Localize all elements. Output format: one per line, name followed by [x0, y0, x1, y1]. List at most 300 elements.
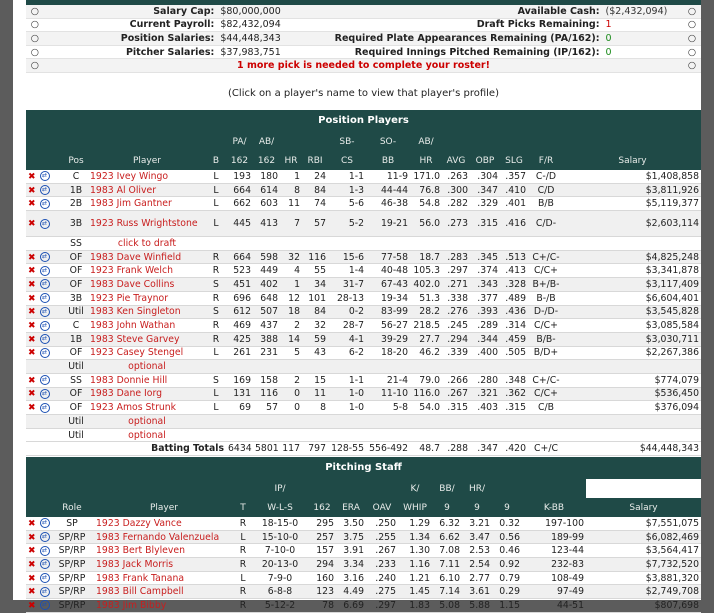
cell-b: S: [206, 373, 226, 387]
column-header[interactable]: 162: [253, 151, 280, 170]
column-header: [234, 479, 252, 498]
pitching-staff-table: [26, 479, 701, 613]
remove-icon[interactable]: ✖: [28, 587, 36, 598]
cell-pa: 469: [226, 319, 253, 333]
cell-pa: 169: [226, 373, 253, 387]
cell-sal: $3,117,409: [564, 278, 701, 292]
cell-abhr: 105.3: [410, 264, 442, 278]
swap-icon[interactable]: ⇄: [40, 573, 50, 583]
cell-obp: .403: [470, 401, 500, 415]
cell-hr9: 0.32: [492, 517, 522, 530]
cell-fr: B/D+: [528, 346, 564, 360]
cell-slg: .416: [500, 211, 528, 237]
cell-slg: [500, 360, 528, 374]
column-header[interactable]: 162: [308, 498, 336, 517]
cell-b: [206, 415, 226, 429]
cell-whip: 1.83: [398, 599, 432, 613]
total-sal: $44,448,343: [564, 442, 701, 456]
remove-icon[interactable]: ✖: [28, 321, 36, 332]
cell-slg: .489: [500, 291, 528, 305]
column-header: K/: [398, 479, 432, 498]
cell-whip: 1.21: [398, 571, 432, 585]
player-name-link[interactable]: 1983 Jack Morris: [94, 558, 234, 572]
summary-label: Required Innings Pitched Remaining (IP/162):: [332, 45, 603, 59]
remove-icon[interactable]: ✖: [28, 403, 36, 414]
cell-abhr: [410, 237, 442, 251]
remove-icon[interactable]: ✖: [28, 185, 36, 196]
column-header[interactable]: WHIP: [398, 498, 432, 517]
cell-t: R: [234, 558, 252, 572]
player-name-link[interactable]: 1923 Casey Stengel: [88, 346, 206, 360]
player-name-link[interactable]: 1983 John Wathan: [88, 319, 206, 333]
swap-icon[interactable]: ⇄: [40, 252, 50, 262]
cell-slg: .362: [500, 387, 528, 401]
cell-b: L: [206, 401, 226, 415]
cell-pa: 69: [226, 401, 253, 415]
cell-rbi: [302, 237, 328, 251]
cell-slg: .410: [500, 183, 528, 197]
cell-pos: SS: [64, 373, 88, 387]
cell-avg: .263: [442, 170, 470, 183]
column-header: [88, 132, 206, 151]
row-actions: [26, 346, 64, 360]
column-header[interactable]: RBI: [302, 151, 328, 170]
swap-icon[interactable]: ⇄: [40, 546, 50, 556]
column-header: [442, 132, 470, 151]
batting-totals-row: [26, 442, 701, 456]
cell-obp: .289: [470, 319, 500, 333]
column-header[interactable]: T: [234, 498, 252, 517]
column-header[interactable]: SLG: [500, 151, 528, 170]
table-row: [26, 305, 701, 319]
player-profile-hint: (Click on a player's name to view that player's profile): [228, 88, 499, 99]
player-name-link[interactable]: 1983 Bill Campbell: [94, 585, 234, 599]
remove-icon[interactable]: ✖: [28, 219, 36, 230]
cell-sal: $6,604,401: [564, 291, 701, 305]
swap-icon[interactable]: ⇄: [40, 532, 50, 542]
cell-sbcs: 5-6: [328, 197, 366, 211]
cell-sal: [564, 360, 701, 374]
cell-hr9: 0.56: [492, 530, 522, 544]
cell-slg: .459: [500, 332, 528, 346]
cell-avg: .338: [442, 291, 470, 305]
column-header[interactable]: W-L-S: [252, 498, 308, 517]
cell-pa: 696: [226, 291, 253, 305]
cell-role: SP/RP: [50, 544, 94, 558]
remove-icon[interactable]: ✖: [28, 348, 36, 359]
cell-sal: $3,564,417: [586, 544, 701, 558]
column-header[interactable]: F/R: [528, 151, 564, 170]
player-name-link[interactable]: 1983 Dane Iorg: [88, 387, 206, 401]
cell-pos: Util: [64, 305, 88, 319]
player-name-link[interactable]: 1983 Dave Winfield: [88, 250, 206, 264]
remove-icon[interactable]: ✖: [28, 307, 36, 318]
cell-sal: $807,698: [586, 599, 701, 613]
remove-icon[interactable]: ✖: [28, 375, 36, 386]
cell-wls: 7-10-0: [252, 544, 308, 558]
player-name-link[interactable]: 1923 Ivey Wingo: [88, 170, 206, 183]
cell-sal: $7,551,075: [586, 517, 701, 530]
cell-b: [206, 428, 226, 442]
cell-kbb: 189-99: [522, 530, 586, 544]
cell-fr: B-/B: [528, 291, 564, 305]
row-actions: [26, 264, 64, 278]
cell-whip: 1.29: [398, 517, 432, 530]
cell-abhr: 402.0: [410, 278, 442, 292]
cell-t: R: [234, 544, 252, 558]
cell-t: L: [234, 571, 252, 585]
total-abhr: 48.7: [410, 442, 442, 456]
summary-row: [26, 5, 701, 18]
cell-ip: 294: [308, 558, 336, 572]
bullet-icon: ○: [683, 32, 701, 46]
cell-rbi: [302, 415, 328, 429]
cell-pa: [226, 415, 253, 429]
cell-abhr: 54.0: [410, 401, 442, 415]
remove-icon[interactable]: ✖: [28, 293, 36, 304]
player-name-link[interactable]: 1923 Pie Traynor: [88, 291, 206, 305]
cell-sobb: 11-9: [366, 170, 410, 183]
cell-b: [206, 360, 226, 374]
column-header[interactable]: AVG: [442, 151, 470, 170]
total-sobb: 556-492: [366, 442, 410, 456]
cell-abhr: [410, 360, 442, 374]
column-header[interactable]: Role: [50, 498, 94, 517]
player-name-link[interactable]: 1983 Bert Blyleven: [94, 544, 234, 558]
cell-obp: .344: [470, 332, 500, 346]
table-row: [26, 517, 701, 530]
cell-sal: $5,119,377: [564, 197, 701, 211]
cell-sal: $2,749,708: [586, 585, 701, 599]
summary-value: 1: [603, 18, 684, 32]
column-header[interactable]: 9: [462, 498, 492, 517]
cell-slg: [500, 428, 528, 442]
cell-sal: $7,732,520: [586, 558, 701, 572]
column-header[interactable]: 9: [492, 498, 522, 517]
cell-hr: 14: [280, 332, 302, 346]
cell-sbcs: 0-2: [328, 305, 366, 319]
cell-pos: OF: [64, 387, 88, 401]
cell-avg: .283: [442, 250, 470, 264]
cell-sbcs: 1-1: [328, 170, 366, 183]
column-header[interactable]: Pos: [64, 151, 88, 170]
cell-pa: 261: [226, 346, 253, 360]
cell-hr: 2: [280, 319, 302, 333]
cell-k9: 6.32: [432, 517, 462, 530]
cell-pos: 3B: [64, 211, 88, 237]
column-header[interactable]: B: [206, 151, 226, 170]
cell-wls: 20-13-0: [252, 558, 308, 572]
remove-icon[interactable]: ✖: [28, 532, 36, 543]
cell-pa: [226, 428, 253, 442]
cell-sal: $3,085,584: [564, 319, 701, 333]
cell-obp: .315: [470, 211, 500, 237]
summary-value: $82,432,094: [217, 18, 331, 32]
column-header[interactable]: ERA: [336, 498, 366, 517]
cell-hr: 0: [280, 401, 302, 415]
column-header: [302, 132, 328, 151]
player-name-link[interactable]: 1983 Al Oliver: [88, 183, 206, 197]
swap-icon[interactable]: ⇄: [40, 518, 50, 528]
cell-rbi: [302, 360, 328, 374]
cell-avg: .276: [442, 305, 470, 319]
remove-icon[interactable]: ✖: [28, 334, 36, 345]
cell-ab: 158: [253, 373, 280, 387]
remove-icon[interactable]: ✖: [28, 252, 36, 263]
total-rbi: 797: [302, 442, 328, 456]
column-header[interactable]: 162: [226, 151, 253, 170]
cell-kbb: 123-44: [522, 544, 586, 558]
cell-hr: [280, 360, 302, 374]
cell-slg: .357: [500, 170, 528, 183]
row-actions: [26, 428, 64, 442]
player-name-link[interactable]: 1923 Amos Strunk: [88, 401, 206, 415]
swap-icon[interactable]: ⇄: [40, 199, 50, 209]
cell-ab: 402: [253, 278, 280, 292]
swap-icon[interactable]: ⇄: [40, 375, 50, 385]
player-name-link[interactable]: 1923 Frank Welch: [88, 264, 206, 278]
column-header[interactable]: Salary: [586, 498, 701, 517]
swap-icon[interactable]: ⇄: [40, 389, 50, 399]
player-name-link[interactable]: 1923 Russ Wrightstone: [88, 211, 206, 237]
column-header[interactable]: HR: [410, 151, 442, 170]
cell-b: S: [206, 278, 226, 292]
cell-abhr: 28.2: [410, 305, 442, 319]
cell-fr: C+/C-: [528, 373, 564, 387]
total-hr: 117: [280, 442, 302, 456]
row-actions: [26, 517, 50, 530]
click-to-draft-link[interactable]: click to draft: [88, 237, 206, 251]
cell-b: L: [206, 170, 226, 183]
cell-sal: $3,811,926: [564, 183, 701, 197]
row-actions: [26, 401, 64, 415]
player-name-link[interactable]: 1983 Fernando Valenzuela: [94, 530, 234, 544]
cell-rbi: 24: [302, 170, 328, 183]
cell-obp: .393: [470, 305, 500, 319]
remove-icon[interactable]: ✖: [28, 600, 36, 611]
cell-rbi: 116: [302, 250, 328, 264]
column-header: [564, 132, 701, 151]
player-name-link[interactable]: 1983 Jim Gantner: [88, 197, 206, 211]
column-header[interactable]: 9: [432, 498, 462, 517]
cell-ab: [253, 360, 280, 374]
bullet-icon: ○: [683, 45, 701, 59]
column-header[interactable]: Salary: [564, 151, 701, 170]
cell-t: R: [234, 517, 252, 530]
column-header: [528, 132, 564, 151]
column-header: PA/: [226, 132, 253, 151]
cell-hr9: 0.79: [492, 571, 522, 585]
cell-avg: .339: [442, 346, 470, 360]
cell-t: R: [234, 585, 252, 599]
player-name-link[interactable]: 1983 Jim Bibby: [94, 599, 234, 613]
player-name-link[interactable]: 1983 Dave Collins: [88, 278, 206, 292]
total-fr: C+/C: [528, 442, 564, 456]
table-row: [26, 558, 701, 572]
cell-pa: 131: [226, 387, 253, 401]
cell-wls: 7-9-0: [252, 571, 308, 585]
table-row: [26, 585, 701, 599]
column-header: [366, 479, 398, 498]
cell-sbcs: 28-7: [328, 319, 366, 333]
cell-bb9: 3.61: [462, 585, 492, 599]
bullet-icon: ○: [26, 45, 44, 59]
swap-icon[interactable]: ⇄: [40, 219, 50, 229]
cell-ab: 116: [253, 387, 280, 401]
summary-value: 0: [603, 32, 684, 46]
row-actions: [26, 291, 64, 305]
cell-b: R: [206, 264, 226, 278]
empty-slot-row: [26, 237, 701, 251]
cell-pa: [226, 360, 253, 374]
column-header: [470, 132, 500, 151]
swap-icon[interactable]: ⇄: [40, 171, 50, 181]
cell-sal: [564, 428, 701, 442]
cell-obp: [470, 415, 500, 429]
swap-icon[interactable]: ⇄: [40, 321, 50, 331]
total-obp: .347: [470, 442, 500, 456]
player-name-link[interactable]: 1983 Donnie Hill: [88, 373, 206, 387]
cell-sobb: [366, 428, 410, 442]
cell-pos: OF: [64, 346, 88, 360]
remove-icon[interactable]: ✖: [28, 389, 36, 400]
pitching-staff-title: Pitching Staff: [26, 457, 701, 479]
cell-oav: .250: [366, 517, 398, 530]
summary-label: Salary Cap:: [44, 5, 217, 18]
cell-role: SP/RP: [50, 571, 94, 585]
cell-sbcs: [328, 428, 366, 442]
cell-oav: .297: [366, 599, 398, 613]
swap-icon[interactable]: ⇄: [40, 348, 50, 358]
cell-sobb: 46-38: [366, 197, 410, 211]
cell-fr: B/B: [528, 197, 564, 211]
player-name-link[interactable]: 1983 Steve Garvey: [88, 332, 206, 346]
column-header[interactable]: HR: [280, 151, 302, 170]
cell-pa: 193: [226, 170, 253, 183]
cell-whip: 1.45: [398, 585, 432, 599]
swap-icon[interactable]: ⇄: [40, 600, 50, 610]
remove-icon[interactable]: ✖: [28, 266, 36, 277]
cell-hr: 7: [280, 211, 302, 237]
table-row: [26, 387, 701, 401]
column-header[interactable]: Player: [94, 498, 234, 517]
remove-icon[interactable]: ✖: [28, 279, 36, 290]
position-players-section: [26, 110, 701, 456]
swap-icon[interactable]: ⇄: [40, 334, 50, 344]
cell-avg: .271: [442, 278, 470, 292]
cell-sal: $536,450: [564, 387, 701, 401]
remove-icon[interactable]: ✖: [28, 559, 36, 570]
cell-era: 4.49: [336, 585, 366, 599]
cell-ip: 123: [308, 585, 336, 599]
cell-ip: 295: [308, 517, 336, 530]
player-name-link[interactable]: 1923 Dazzy Vance: [94, 517, 234, 530]
column-header: [280, 132, 302, 151]
cell-sal: $3,341,878: [564, 264, 701, 278]
remove-icon[interactable]: ✖: [28, 171, 36, 182]
batting-totals-label: Batting Totals: [26, 442, 226, 456]
column-header[interactable]: BB: [366, 151, 410, 170]
column-header: [308, 479, 336, 498]
cell-ab: [253, 415, 280, 429]
cell-bb9: 5.88: [462, 599, 492, 613]
cell-abhr: 79.0: [410, 373, 442, 387]
swap-icon[interactable]: ⇄: [40, 279, 50, 289]
cell-abhr: [410, 415, 442, 429]
column-header: [64, 132, 88, 151]
remove-icon[interactable]: ✖: [28, 573, 36, 584]
cell-avg: .282: [442, 197, 470, 211]
column-header[interactable]: OAV: [366, 498, 398, 517]
bullet-icon: ○: [683, 5, 701, 18]
cell-fr: [528, 428, 564, 442]
table-row: [26, 571, 701, 585]
table-row: [26, 211, 701, 237]
swap-icon[interactable]: ⇄: [40, 266, 50, 276]
cell-pa: 445: [226, 211, 253, 237]
cell-pa: 662: [226, 197, 253, 211]
swap-icon[interactable]: ⇄: [40, 559, 50, 569]
cell-obp: .374: [470, 264, 500, 278]
cell-oav: .240: [366, 571, 398, 585]
cell-rbi: 84: [302, 305, 328, 319]
table-row: [26, 250, 701, 264]
cell-rbi: 101: [302, 291, 328, 305]
column-header[interactable]: CS: [328, 151, 366, 170]
cell-kbb: 97-49: [522, 585, 586, 599]
cell-slg: .513: [500, 250, 528, 264]
swap-icon[interactable]: ⇄: [40, 587, 50, 597]
cell-fr: C-/D: [528, 170, 564, 183]
cell-slg: .348: [500, 373, 528, 387]
column-header[interactable]: K-BB: [522, 498, 586, 517]
swap-icon[interactable]: ⇄: [40, 185, 50, 195]
cell-pos: OF: [64, 401, 88, 415]
column-header[interactable]: Player: [88, 151, 206, 170]
cell-pos: C: [64, 319, 88, 333]
row-actions: [26, 558, 50, 572]
swap-icon[interactable]: ⇄: [40, 307, 50, 317]
header-row-top: [26, 132, 701, 151]
cell-slg: .328: [500, 278, 528, 292]
cell-wls: 6-8-8: [252, 585, 308, 599]
column-header: HR/: [462, 479, 492, 498]
cell-avg: .297: [442, 264, 470, 278]
header-row: [26, 151, 701, 170]
cell-sal: $376,094: [564, 401, 701, 415]
cell-pos: 2B: [64, 197, 88, 211]
player-name-link[interactable]: 1983 Frank Tanana: [94, 571, 234, 585]
cell-sal: $1,408,858: [564, 170, 701, 183]
cell-sobb: 44-44: [366, 183, 410, 197]
cell-pa: 425: [226, 332, 253, 346]
remove-icon[interactable]: ✖: [28, 199, 36, 210]
cell-slg: .315: [500, 401, 528, 415]
swap-icon[interactable]: ⇄: [40, 403, 50, 413]
cell-hr: 11: [280, 197, 302, 211]
remove-icon[interactable]: ✖: [28, 518, 36, 529]
player-name-link[interactable]: 1983 Ken Singleton: [88, 305, 206, 319]
column-header: [492, 479, 522, 498]
swap-icon[interactable]: ⇄: [40, 293, 50, 303]
position-players-title: Position Players: [26, 110, 701, 132]
column-header[interactable]: OBP: [470, 151, 500, 170]
cell-bb9: 3.21: [462, 517, 492, 530]
table-row: [26, 183, 701, 197]
cell-rbi: 15: [302, 373, 328, 387]
cell-sbcs: 5-2: [328, 211, 366, 237]
remove-icon[interactable]: ✖: [28, 546, 36, 557]
